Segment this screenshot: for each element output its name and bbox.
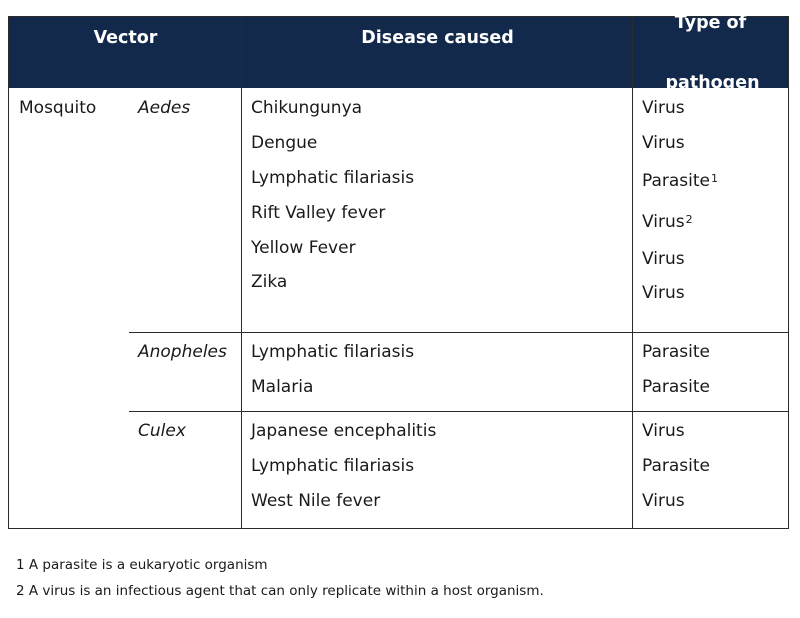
header-vector (9, 17, 242, 88)
column-divider (241, 88, 242, 528)
type-cell: Virus (642, 249, 685, 269)
type-value: Virus (642, 212, 685, 232)
disease-cell: Yellow Fever (251, 238, 356, 258)
footnote-ref: 2 (685, 213, 693, 226)
header-type-line2: pathogen (665, 72, 760, 93)
disease-cell: Malaria (251, 377, 314, 397)
type-cell: Virus (642, 491, 685, 511)
disease-cell: Rift Valley fever (251, 203, 386, 223)
genus-culex: Culex (138, 421, 186, 441)
type-cell (642, 170, 718, 192)
genus-aedes: Aedes (138, 98, 191, 118)
type-cell (642, 211, 693, 233)
header-type (633, 12, 788, 93)
type-cell: Virus (642, 283, 685, 303)
disease-cell: West Nile fever (251, 491, 381, 511)
header-disease (242, 17, 633, 88)
disease-cell: Lymphatic filariasis (251, 456, 415, 476)
group-divider (129, 332, 788, 333)
disease-cell: Lymphatic filariasis (251, 342, 415, 362)
type-cell: Parasite (642, 456, 711, 476)
genus-anopheles: Anopheles (138, 342, 227, 362)
column-divider (632, 88, 633, 528)
type-cell: Parasite (642, 342, 711, 362)
pathogen-table (8, 12, 789, 529)
type-cell: Virus (642, 421, 685, 441)
type-cell: Virus (642, 133, 685, 153)
disease-cell: Chikungunya (251, 98, 363, 118)
header-vector-label: Vector (93, 28, 158, 48)
header-disease-label: Disease caused (361, 28, 514, 48)
footnote-2: 2 A virus is an infectious agent that can only replicate within a host organism. (16, 583, 544, 599)
group-divider (129, 411, 788, 412)
disease-cell: Zika (251, 272, 288, 292)
table-header (9, 12, 788, 93)
footnote-1: 1 A parasite is a eukaryotic organism (16, 557, 268, 573)
disease-cell: Dengue (251, 133, 318, 153)
type-value: Parasite (642, 171, 711, 191)
type-cell: Parasite (642, 377, 711, 397)
disease-cell: Japanese encephalitis (251, 421, 437, 441)
type-cell: Virus (642, 98, 685, 118)
disease-cell: Lymphatic filariasis (251, 168, 415, 188)
footnote-ref: 1 (711, 172, 719, 185)
vector-mosquito: Mosquito (19, 98, 97, 118)
header-type-line1: Type of (674, 12, 747, 33)
